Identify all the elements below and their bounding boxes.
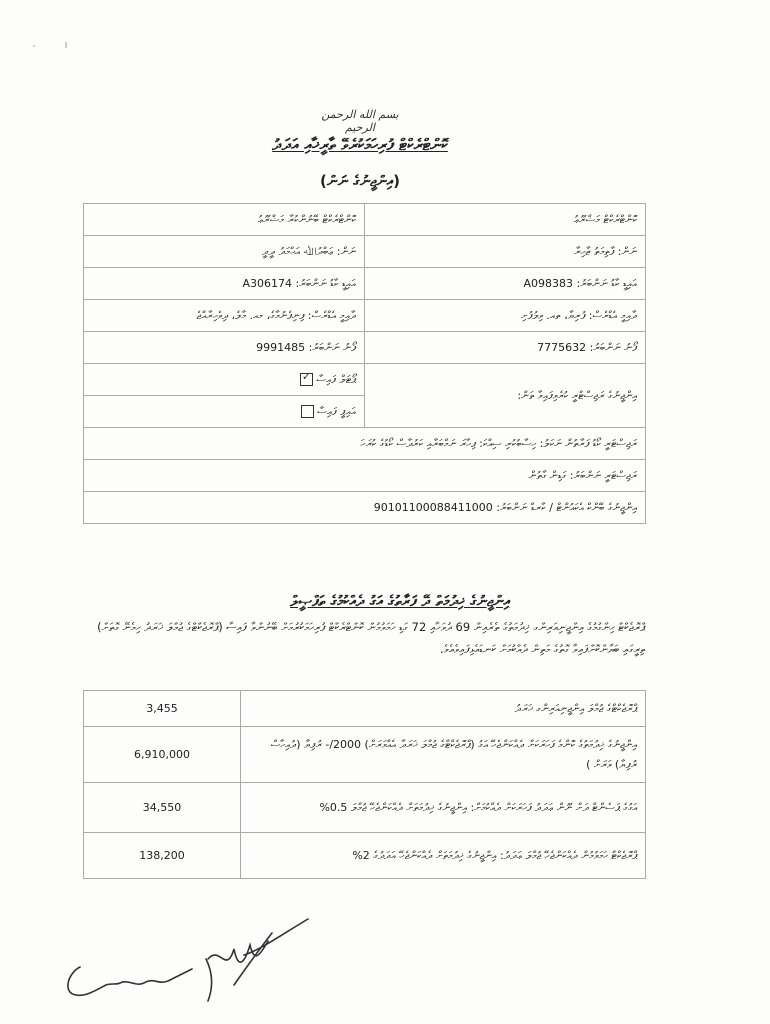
document-subtitle: (އިންޖީނުގެ ނަން)	[320, 172, 400, 190]
table-row	[84, 300, 646, 332]
bank-account-row	[84, 492, 646, 524]
description-cell: ޕްރޮޖެކްޓްގެ ޖުމްލަ އިންޖީނިއަރިންގ ޚަރަދު	[241, 691, 646, 727]
party-b-name: ނަން: ޢަބްދުﷲ އަޙްމަދު ދީދީ	[84, 236, 365, 268]
option-label: އައިޕީ ފައިސާ	[317, 404, 356, 418]
amount-cell: 6,910,000	[84, 727, 241, 783]
checked-checkbox[interactable]	[300, 373, 313, 386]
bank-account-value: 90101100088411000	[373, 500, 493, 514]
party-b-id	[84, 268, 365, 300]
phone-value: 7775632	[537, 340, 587, 354]
bismillah: بسم الله الرحمن الرحيم	[321, 108, 399, 134]
registry-code-row: ރަޖިސްޓަރީ ކޯޑު ފަރާތުން ނަކަލު: ހިސާބުކުރި ސިއްކަ: ފިހާރަ ނަމްބަރާއި ކަރުދާސް ކޯޑުގެ ކުރަހަ	[84, 428, 646, 460]
table-row	[84, 364, 646, 396]
table-row	[84, 460, 646, 492]
id-value: A098383	[523, 276, 574, 290]
party-a-project: ކޮންޓްރެކްޓް މަޝްރޫޢު	[365, 204, 646, 236]
party-b-address: ދާއިމީ އެޑްރެސް: ފިނިފެނުމާގެ، މއ. މާލެ، ދިވެހިރާއްޖެ	[84, 300, 365, 332]
table-row	[84, 204, 646, 236]
amount-cell: 3,455	[84, 691, 241, 727]
party-b-phone	[84, 332, 365, 364]
option-label: ޕޯޓަލް ފައިސާ	[316, 372, 356, 386]
document-title: ކޮންޓްރެކްޓް ފުރިހަމަކުރެވޭ ތާރީޚާއި އަދަދު	[272, 135, 448, 154]
party-a-address: ދާއިމީ އެޑްރެސް: ފުރިޔާ، ތއ. ވިލުފުށި	[365, 300, 646, 332]
registration-place-label: އިންޖީނުގެ ރަޖިސްޓްރީ ކުރެވިފައިވާ ތަން:	[365, 364, 646, 428]
registration-option-2	[84, 396, 365, 428]
registry-number-row: ރަޖިސްޓަރީ ނަންބަރު: ގަޑިން ގާތުން	[84, 460, 646, 492]
phone-label: ފޯނު ނަންބަރު:	[589, 340, 637, 354]
party-b-project: ކޮންޓްރެކްޓް ބޭނުންކުރާ މަޝްރޫޢު	[84, 204, 365, 236]
amount-cell: 34,550	[84, 783, 241, 833]
registration-option-1	[84, 364, 365, 396]
table-row	[84, 783, 646, 833]
table-row	[84, 727, 646, 783]
table-row	[84, 428, 646, 460]
table-row	[84, 332, 646, 364]
description-cell: އިންޖީނުގެ ޚިދުމަތުގެ ކޮންމެ ފަހަރަކަށް ދެއްކަންޖެހޭ އަގު (ޕްރޮޖެކްޓްގެ ޖުމްލަ ޚަރަދާ އެއްވަރަށް) 2000/- ރުފިޔާ (ދުއިހާސް ރުފިޔާ) ވަރަށް )	[241, 727, 646, 783]
section-title: އިންޖީނުގެ ޚިދުމަތް ދޭ ފަރާތުގެ އަގު ދެއްކުމުގެ ތަފްޞީލް	[290, 592, 510, 610]
party-a-name: ނަން: ފާތިމަތު ޒާހިރާ	[365, 236, 646, 268]
id-label: އައިޑީ ކާޑު ނަންބަރު:	[576, 276, 637, 290]
unchecked-checkbox[interactable]	[301, 405, 314, 418]
table-row	[84, 236, 646, 268]
party-a-id	[365, 268, 646, 300]
info-table	[83, 203, 646, 524]
phone-label: ފޯނު ނަންބަރު:	[308, 340, 356, 354]
scan-marks	[30, 40, 75, 50]
handwritten-signature	[58, 915, 318, 1005]
amount-cell: 138,200	[84, 833, 241, 879]
description-cell: އަގުގެ ޕަސެންޓް ދަށް ނޫން ޢަދަދު ފަހަރަކަށް ދެއްކުމަށް: އިންޖީނުގެ ޚިދުމަތަށް ދެއްކަންޖެހޭ ޖުމްލަ 0.5%	[241, 783, 646, 833]
phone-value: 9991485	[256, 340, 306, 354]
table-row	[84, 691, 646, 727]
table-row	[84, 833, 646, 879]
section-paragraph: ޕްރޮޖެކްޓް ހިންގުމުގެ އިންޖީނިއަރިންގ ޚިދުމަތުގެ ތެރެއިން 69 ދުވަހާއި 72 ގަޑި ހަމަވުމުން ކޮންޓްރެކްޓް ފުރިހަމަކުރުމަށް ބޭނުންވާ ފައިސާ (ޕްރޮޖެކްޓްގެ ޖުމްލަ ޚަރަދު ހިމެނޭ ގޮތަށް) ތިރީގައި ބަޔާންކޮށްފައިވާ ގޮތުގެ މަތިން ދެއްކުމަށް ކަނޑައެޅިފައިވެއެވެ.	[97, 620, 645, 656]
id-label: އައިޑީ ކާޑު ނަންބަރު:	[295, 276, 356, 290]
id-value: A306174	[242, 276, 293, 290]
table-row	[84, 268, 646, 300]
table-row	[84, 492, 646, 524]
description-cell: ޕްރޮޖެކްޓް ހަމަވުމުން ދެއްކަންޖެހޭ ޖުމްލަ ޢަދަދު: އިންޖީނުގެ ޚިދުމަތަށް ދެއްކަންޖެހޭ އަދަދުގެ 2%	[241, 833, 646, 879]
bank-account-label: އިންޖީނުގެ ބޭންކް އެކައުންޓް / ކާރޑް ނަންބަރު:	[496, 500, 637, 514]
payment-table	[83, 690, 646, 879]
party-a-phone	[365, 332, 646, 364]
